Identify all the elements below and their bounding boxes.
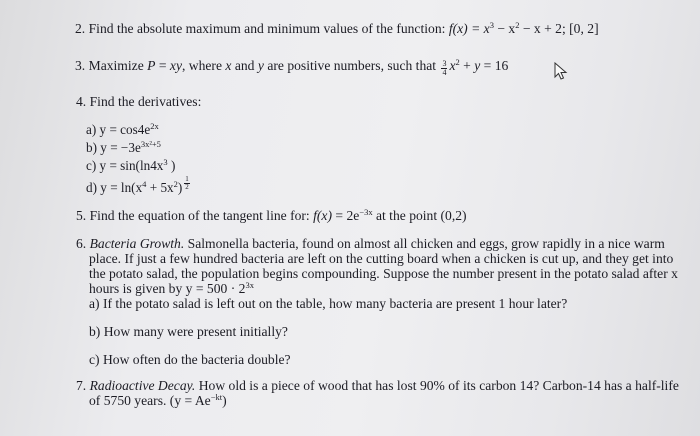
question-4: 4. Find the derivatives: xyxy=(76,94,202,109)
question-2: 2. Find the absolute maximum and minimum values of the function: $f(x) = x^3 - x^2 - x + 2$; [0, 2] xyxy=(75,20,599,36)
derivative-c: c) $y = \sin(\ln 4x^3$ ) xyxy=(86,157,176,173)
question-7: 7. Radioactive Decay. How old is a piece of wood that has lost 90% of its carbon 14? Carbon-14 has a half-life xyxy=(76,378,679,393)
question-6c: c) How often do the bacteria double? xyxy=(89,352,291,367)
derivative-d: d) $y = \ln(x^4 + 5x^2)$ $\frac{1}{2}$ xyxy=(86,175,189,195)
question-6-line-3: the potato salad, the population begins compounding. Suppose the number present in the potato salad after x xyxy=(89,266,678,281)
question-6a: a) If the potato salad is left out on the table, how many bacteria are present 1 hour later? xyxy=(89,296,568,311)
question-3: 3. Maximize P = xy, where x and y are positive numbers, such that $\frac{3}{4}$ $x^2 + y = 16$ xyxy=(75,57,509,77)
derivative-a: a) $y = \cos 4e^{2x}$ xyxy=(86,121,159,137)
question-6-line-4: hours is given by $y = 500 \cdot 2^{3x}$ xyxy=(89,280,254,296)
question-6b: b) How many were present initially? xyxy=(89,324,288,339)
question-6: 6. Bacteria Growth. Salmonella bacteria, found on almost all chicken and eggs, grow rapidly in a nice warm xyxy=(76,236,665,251)
mouse-cursor-icon xyxy=(553,62,571,82)
derivative-b: b) $y = -3e^{3x^2+5}$ xyxy=(86,139,161,155)
question-5: 5. Find the equation of the tangent line for: $f(x) = 2e^{-3x}$ at the point (0,2) xyxy=(76,207,467,223)
question-7-line-2: of 5750 years. $(y = Ae^{-kt})$ xyxy=(89,392,227,408)
question-6-line-2: place. If just a few hundred bacteria are left on the cutting board when a chicken is cut up, and they get into xyxy=(89,251,674,266)
